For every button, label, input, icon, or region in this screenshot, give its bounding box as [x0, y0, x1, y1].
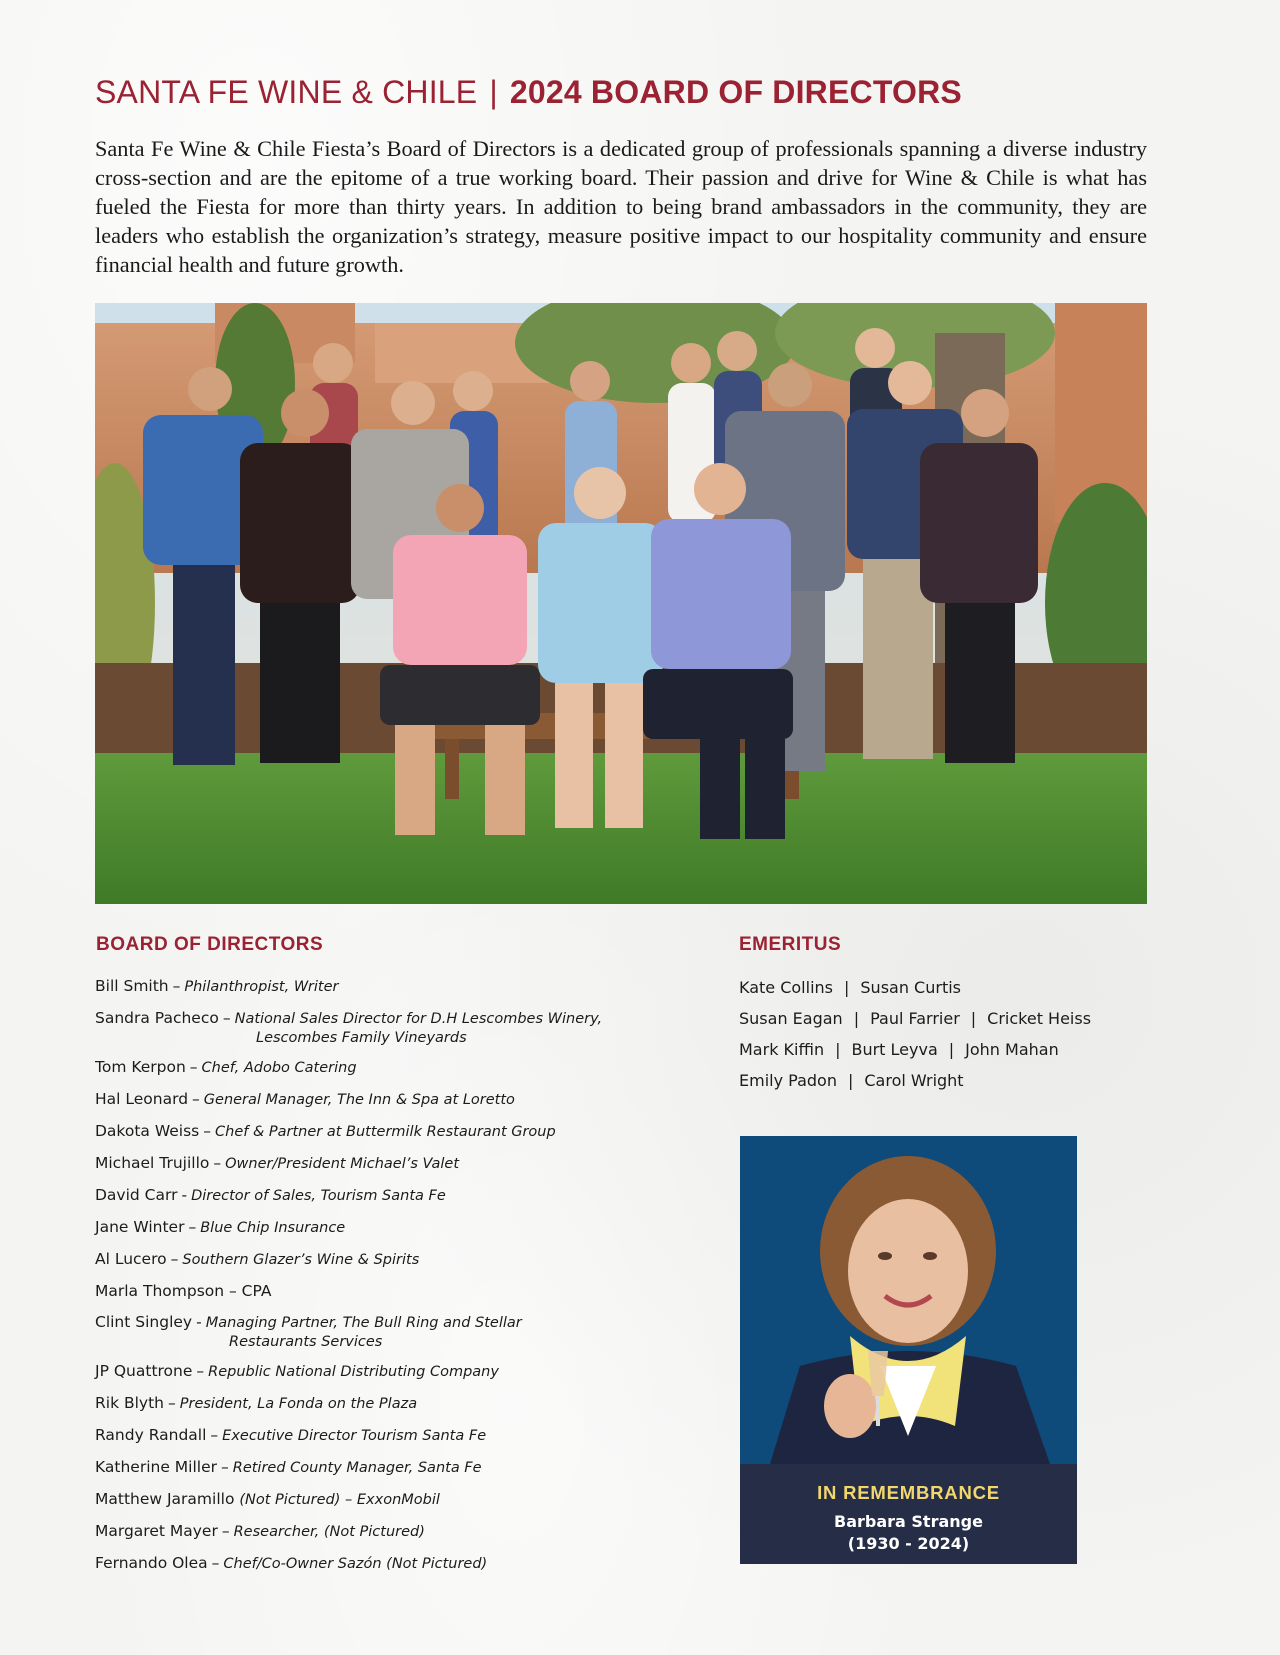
- emeritus-separator: |: [948, 1040, 955, 1059]
- member-separator: –: [210, 1426, 219, 1444]
- page-title: [95, 74, 962, 111]
- emeritus-row: [739, 1009, 1159, 1029]
- member-name: Tom Kerpon: [95, 1058, 186, 1076]
- board-member: [95, 1554, 695, 1574]
- emeritus-name: Kate Collins: [739, 978, 833, 997]
- member-name: Marla Thompson – CPA: [95, 1282, 272, 1300]
- emeritus-name: Emily Padon: [739, 1071, 837, 1090]
- emeritus-heading: EMERITUS: [739, 934, 842, 955]
- memorial-years: (1930 - 2024): [847, 1534, 970, 1553]
- memorial-caption: [740, 1464, 1077, 1564]
- member-separator: –: [222, 1009, 231, 1027]
- emeritus-name: Susan Curtis: [860, 978, 961, 997]
- member-name: Katherine Miller: [95, 1458, 217, 1476]
- member-role: Chef & Partner at Buttermilk Restaurant Group: [215, 1124, 556, 1140]
- emeritus-separator: |: [970, 1009, 977, 1028]
- group-photo-image: [95, 303, 1147, 904]
- page: [95, 0, 1147, 1655]
- member-role: Chef, Adobo Catering: [201, 1060, 357, 1076]
- member-name: Sandra Pacheco: [95, 1009, 219, 1027]
- member-separator: –: [211, 1554, 220, 1572]
- member-name: Fernando Olea: [95, 1554, 208, 1572]
- board-member: [95, 1090, 695, 1110]
- member-name: Bill Smith: [95, 977, 169, 995]
- emeritus-row: [739, 1071, 1159, 1091]
- member-name: Matthew Jaramillo: [95, 1490, 235, 1508]
- member-role-continued: Lescombes Family Vineyards: [256, 1030, 467, 1046]
- member-name: Rik Blyth: [95, 1394, 164, 1412]
- member-role: Retired County Manager, Santa Fe: [232, 1460, 482, 1476]
- member-separator: –: [172, 977, 181, 995]
- board-member: [95, 977, 695, 997]
- intro-paragraph: Santa Fe Wine & Chile Fiesta’s Board of Directors is a dedicated group of professionals spanning a diverse industry cross-section and are the epitome of a true working board. Their passion and drive for Wine & Chile is what has fueled the Fiesta for more than thirty years. In addition to being brand ambassadors in the community, they are leaders who establish the organization’s strategy, measure positive impact to our hospitality community and ensure financial health and future growth.: [95, 136, 1147, 277]
- member-name: Clint Singley: [95, 1313, 193, 1331]
- emeritus-name: Susan Eagan: [739, 1009, 843, 1028]
- board-member: [95, 1282, 695, 1301]
- member-role: Executive Director Tourism Santa Fe: [222, 1428, 487, 1444]
- member-role-continued: Restaurants Services: [229, 1334, 383, 1350]
- member-role: Owner/President Michael’s Valet: [225, 1156, 460, 1172]
- board-group-photo: [95, 303, 1147, 904]
- board-member: [95, 1490, 695, 1510]
- member-name: JP Quattrone: [95, 1362, 193, 1380]
- emeritus-separator: |: [847, 1071, 854, 1090]
- member-separator: –: [192, 1090, 200, 1108]
- member-separator: –: [168, 1394, 176, 1412]
- member-separator: -: [181, 1186, 188, 1204]
- board-member: [95, 1186, 695, 1206]
- member-role: Director of Sales, Tourism Santa Fe: [191, 1188, 446, 1204]
- member-separator: –: [221, 1522, 230, 1540]
- board-member: [95, 1313, 695, 1352]
- member-separator: –: [203, 1122, 212, 1140]
- member-name: Hal Leonard: [95, 1090, 189, 1108]
- board-member: [95, 1122, 695, 1142]
- member-role: Republic National Distributing Company: [208, 1364, 499, 1380]
- member-name: Al Lucero: [95, 1250, 167, 1268]
- board-member: [95, 1009, 695, 1048]
- member-name: David Carr: [95, 1186, 178, 1204]
- title-board: 2024 BOARD OF DIRECTORS: [509, 74, 962, 110]
- member-role: (Not Pictured) – ExxonMobil: [239, 1492, 440, 1508]
- member-role: General Manager, The Inn & Spa at Loretto: [203, 1092, 515, 1108]
- emeritus-list: [739, 978, 1159, 1102]
- emeritus-name: Carol Wright: [864, 1071, 964, 1090]
- member-name: Dakota Weiss: [95, 1122, 200, 1140]
- memorial-name: Barbara Strange: [834, 1512, 983, 1531]
- member-name: Margaret Mayer: [95, 1522, 218, 1540]
- member-name: Michael Trujillo: [95, 1154, 210, 1172]
- board-member: [95, 1394, 695, 1414]
- member-separator: –: [221, 1458, 229, 1476]
- member-name: Jane Winter: [95, 1218, 185, 1236]
- board-heading: BOARD OF DIRECTORS: [96, 934, 324, 955]
- emeritus-name: Cricket Heiss: [987, 1009, 1092, 1028]
- memorial-card: [740, 1136, 1077, 1564]
- emeritus-name: John Mahan: [965, 1040, 1059, 1059]
- title-org: SANTA FE WINE & CHILE: [95, 74, 478, 110]
- board-member: [95, 1426, 695, 1446]
- board-member: [95, 1250, 695, 1270]
- member-role: President, La Fonda on the Plaza: [179, 1396, 418, 1412]
- board-member: [95, 1458, 695, 1478]
- emeritus-name: Mark Kiffin: [739, 1040, 825, 1059]
- member-role: Blue Chip Insurance: [200, 1220, 346, 1236]
- memorial-portrait: [740, 1136, 1077, 1464]
- board-member-list: [95, 977, 695, 1586]
- emeritus-name: Burt Leyva: [851, 1040, 938, 1059]
- emeritus-separator: |: [844, 978, 850, 997]
- emeritus-separator: |: [853, 1009, 860, 1028]
- member-separator: –: [196, 1362, 205, 1380]
- member-role: Chef/Co-Owner Sazón (Not Pictured): [223, 1556, 488, 1572]
- emeritus-name: Paul Farrier: [870, 1009, 960, 1028]
- board-member: [95, 1362, 695, 1382]
- board-member: [95, 1522, 695, 1542]
- board-member: [95, 1218, 695, 1238]
- member-role: Managing Partner, The Bull Ring and Stellar: [205, 1315, 522, 1331]
- member-role: Southern Glazer’s Wine & Spirits: [182, 1252, 420, 1268]
- member-separator: –: [188, 1218, 197, 1236]
- emeritus-separator: |: [835, 1040, 841, 1059]
- board-member: [95, 1154, 695, 1174]
- member-role: Philanthropist, Writer: [184, 979, 339, 995]
- member-separator: –: [213, 1154, 222, 1172]
- emeritus-row: [739, 1040, 1159, 1060]
- member-separator: –: [170, 1250, 179, 1268]
- memorial-label: IN REMEMBRANCE: [817, 1482, 1000, 1503]
- member-separator: -: [196, 1313, 202, 1331]
- title-separator: |: [489, 74, 498, 110]
- member-name: Randy Randall: [95, 1426, 207, 1444]
- member-role: National Sales Director for D.H Lescombes Winery,: [234, 1011, 603, 1027]
- member-separator: –: [189, 1058, 198, 1076]
- board-member: [95, 1058, 695, 1078]
- member-role: Researcher, (Not Pictured): [233, 1524, 425, 1540]
- emeritus-row: [739, 978, 1159, 998]
